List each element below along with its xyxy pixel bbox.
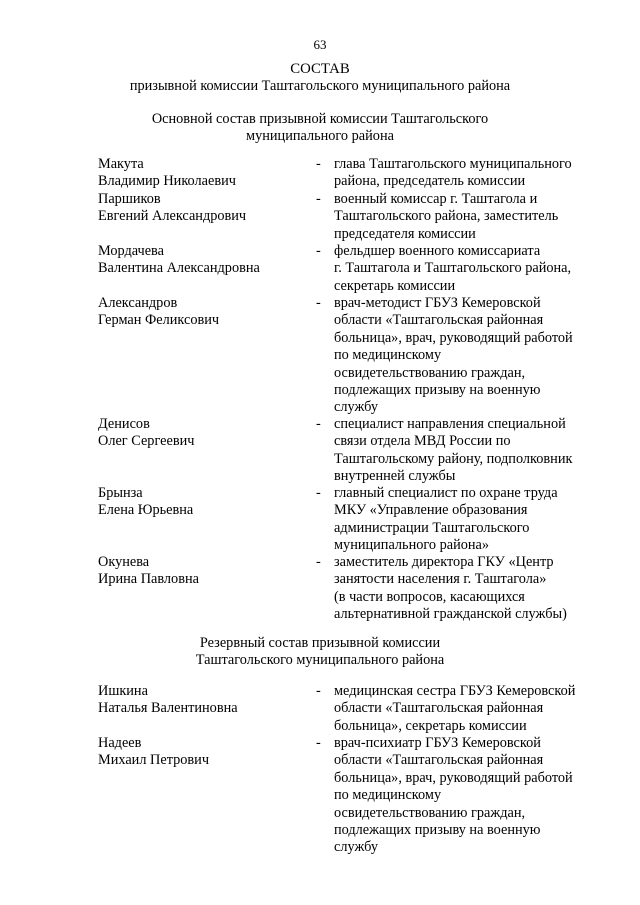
member-given-names: Наталья Валентиновна [98,700,238,717]
member-role-line: врач-методист ГБУЗ Кемеровской [334,295,541,311]
member-dash: - [316,156,321,172]
member-given-names: Олег Сергеевич [98,433,195,450]
member-role-line: внутренней службы [334,468,456,485]
member-surname: Мордачева [98,243,164,259]
member-given-names: Владимир Николаевич [98,173,236,190]
document-title: СОСТАВ [290,61,350,77]
member-dash: - [316,554,321,570]
member-name [98,243,298,278]
member-role-line: врач-психиатр ГБУЗ Кемеровской [334,735,541,751]
page-number: 63 [313,37,327,52]
member-role-line: связи отдела МВД России по [334,433,511,450]
member-role-line: муниципального района» [334,537,490,554]
member-name [98,485,298,520]
member-surname: Окунева [98,554,150,570]
member-role-line: специалист направления специальной [334,416,566,432]
member-role-line: (в части вопросов, касающихся [334,588,525,605]
member-role-line: больница», врач, руководящий работой [334,769,573,786]
member-role-line: заместитель директора ГКУ «Центр [334,554,554,570]
main-section-title-line: муниципального района [246,128,394,145]
member-dash: - [316,416,321,432]
member-name [98,683,298,718]
member-surname: Надеев [98,735,142,751]
member-role-line: глава Таштагольского муниципального [334,156,572,172]
member-name [98,416,298,451]
member-role-line: района, председатель комиссии [334,173,526,190]
member-role-line: больница», врач, руководящий работой [334,329,573,346]
member-role-line: службу [334,839,379,856]
member-role-line: главный специалист по охране труда [334,485,558,501]
member-role-line: Таштагольского района, заместитель [334,208,559,225]
member-role-line: области «Таштагольская районная [334,700,544,717]
member-role-line: подлежащих призыву на военную [334,822,541,839]
member-role-line: председателя комиссии [334,225,476,242]
member-role-line: освидетельствованию граждан, [334,364,526,381]
member-role [334,156,609,191]
member-role [334,683,609,735]
member-role-line: Таштагольскому району, подполковник [334,450,573,467]
document-subtitle: призывной комиссии Таштагольского муниципального района [129,78,511,94]
main-section-title [0,111,640,146]
member-role-line: г. Таштагола и Таштагольского района, [334,260,572,277]
member-role-line: медицинская сестра ГБУЗ Кемеровской [334,683,576,699]
member-role-line: области «Таштагольская районная [334,312,544,329]
member-name [98,295,298,330]
member-surname: Паршиков [98,191,161,207]
member-name [98,191,298,226]
member-dash: - [316,735,321,751]
member-role [334,295,609,417]
member-given-names: Герман Феликсович [98,312,220,329]
member-name [98,156,298,191]
member-dash: - [316,243,321,259]
member-role [334,243,609,295]
member-role-line: фельдшер военного комиссариата [334,243,541,259]
reserve-section-title-line: Резервный состав призывной комиссии [199,635,441,651]
member-role [334,735,609,857]
member-role-line: администрации Таштагольского [334,519,530,536]
member-role-line: освидетельствованию граждан, [334,804,526,821]
member-given-names: Михаил Петрович [98,752,210,769]
member-role-line: военный комиссар г. Таштагола и [334,191,538,207]
member-role [334,554,609,624]
member-role-line: по медицинскому [334,347,442,364]
member-name [98,735,298,770]
member-role [334,416,609,486]
member-dash: - [316,485,321,501]
member-role-line: МКУ «Управление образования [334,502,528,519]
member-dash: - [316,683,321,699]
reserve-section-title [0,635,640,670]
member-role-line: альтернативной гражданской службы) [334,606,567,623]
reserve-section-title-line: Таштагольского муниципального района [195,652,445,669]
member-role [334,485,609,555]
member-role-line: области «Таштагольская районная [334,752,544,769]
member-role-line: по медицинскому [334,787,442,804]
main-section-title-line: Основной состав призывной комиссии Таштагольского [151,111,489,127]
member-surname: Макута [98,156,144,172]
member-given-names: Валентина Александровна [98,260,260,277]
member-role-line: подлежащих призыву на военную [334,382,541,399]
member-role-line: службу [334,399,379,416]
member-dash: - [316,295,321,311]
member-role-line: больница», секретарь комиссии [334,717,527,734]
member-given-names: Евгений Александрович [98,208,247,225]
member-surname: Брынза [98,485,143,501]
member-role-line: секретарь комиссии [334,277,456,294]
member-surname: Ишкина [98,683,148,699]
member-role [334,191,609,243]
member-surname: Александров [98,295,178,311]
member-dash: - [316,191,321,207]
member-role-line: занятости населения г. Таштагола» [334,571,547,588]
member-given-names: Елена Юрьевна [98,502,194,519]
member-name [98,554,298,589]
member-given-names: Ирина Павловна [98,571,199,588]
member-surname: Денисов [98,416,150,432]
